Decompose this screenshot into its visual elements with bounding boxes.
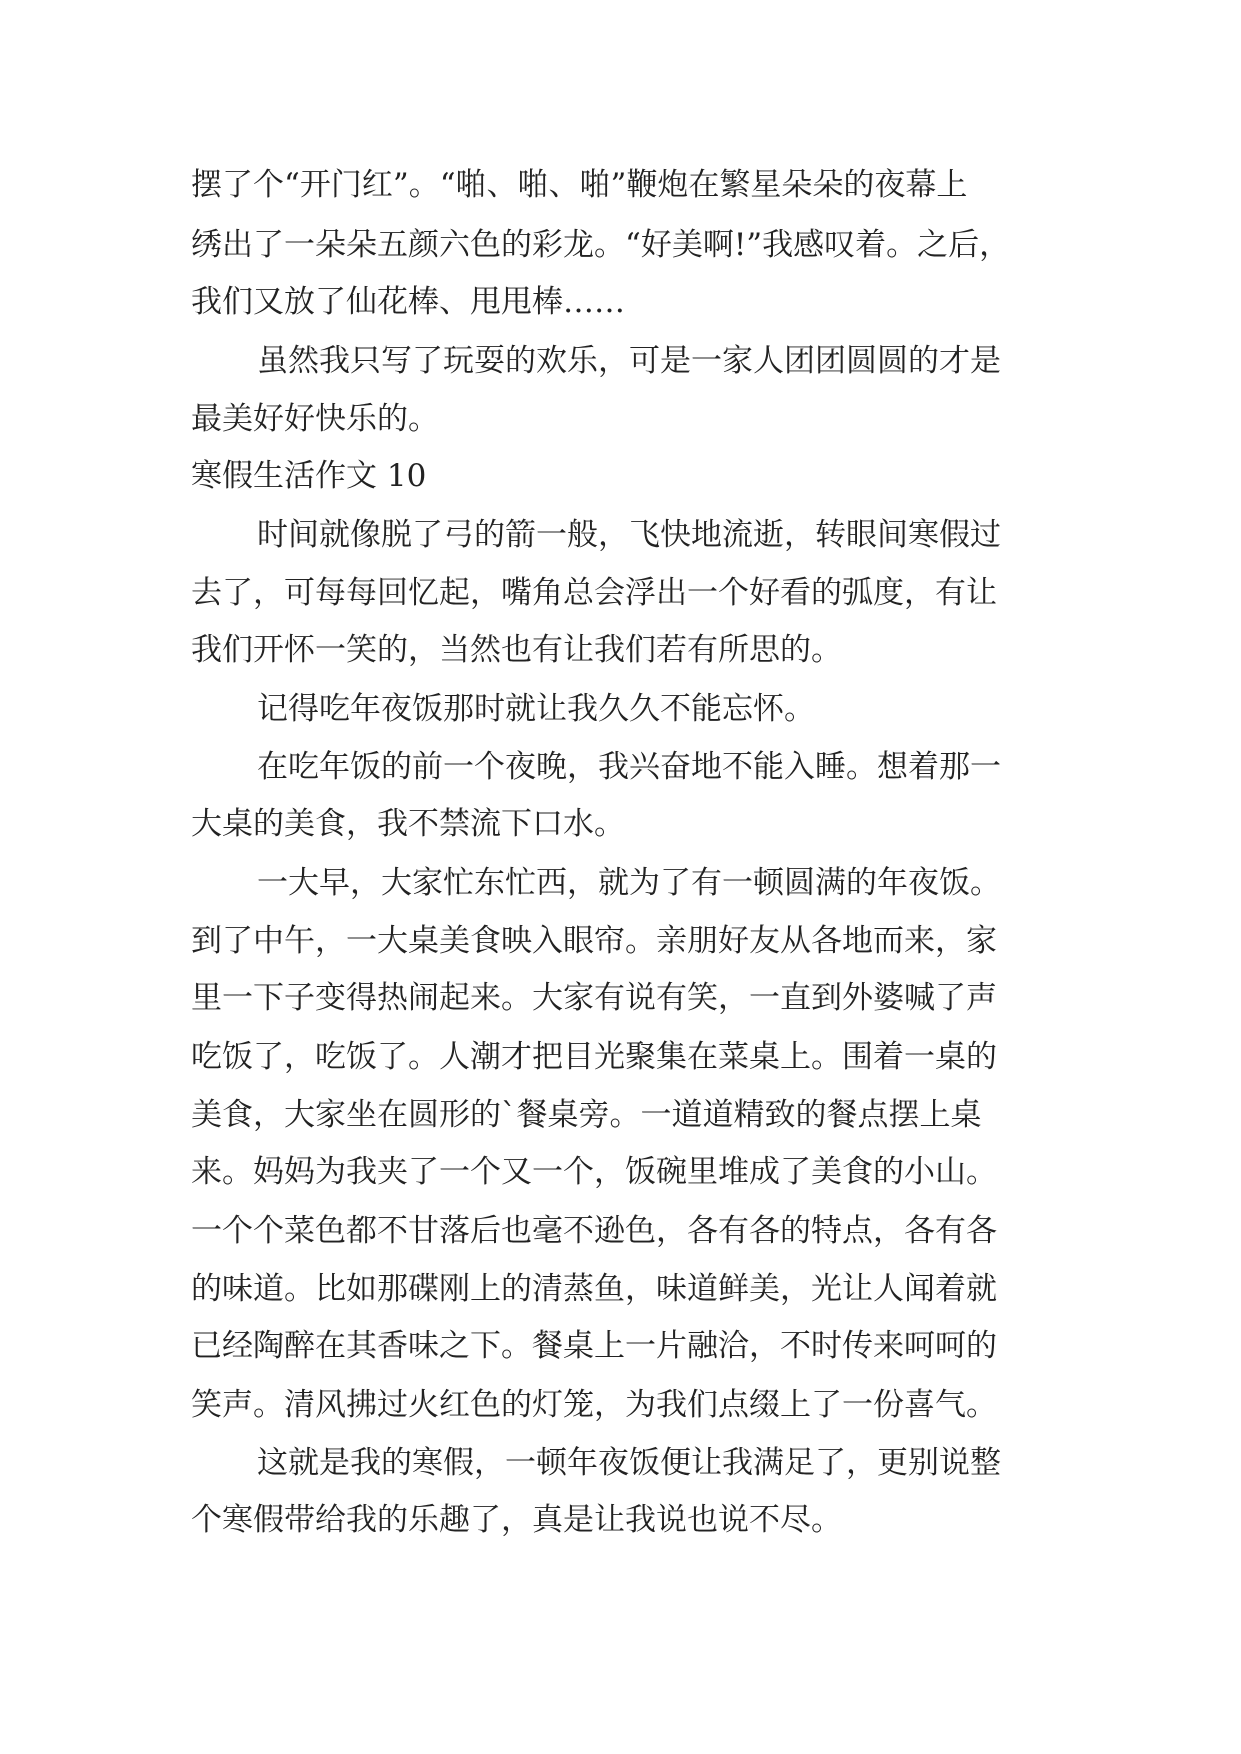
text-line: 去了，可每每回忆起，嘴角总会浮出一个好看的弧度，有让 [191, 575, 997, 611]
text-line: 一个个菜色都不甘落后也毫不逊色，各有各的特点，各有各 [191, 1213, 997, 1249]
text-line: 个寒假带给我的乐趣了，真是让我说也说不尽。 [191, 1502, 842, 1538]
text-line: 美食，大家坐在圆形的`餐桌旁。一道道精致的餐点摆上桌 [191, 1097, 982, 1133]
text-line: 里一下子变得热闹起来。大家有说有笑，一直到外婆喊了声 [191, 980, 997, 1016]
text-line: 在吃年饭的前一个夜晚，我兴奋地不能入睡。想着那一 [257, 749, 1001, 785]
text-line: 笑声。清风拂过火红色的灯笼，为我们点缀上了一份喜气。 [191, 1387, 997, 1423]
text-line: 这就是我的寒假，一顿年夜饭便让我满足了，更别说整 [257, 1445, 1001, 1481]
text-line: 时间就像脱了弓的箭一般，飞快地流逝，转眼间寒假过 [257, 517, 1001, 553]
text-line: 大桌的美食，我不禁流下口水。 [191, 806, 625, 842]
text-line: 记得吃年夜饭那时就让我久久不能忘怀。 [257, 691, 815, 727]
text-line: 来。妈妈为我夹了一个又一个，饭碗里堆成了美食的小山。 [191, 1154, 997, 1190]
text-line: 一大早，大家忙东忙西，就为了有一顿圆满的年夜饭。 [257, 865, 1001, 901]
text-line: 摆了个“开门红”。“啪、啪、啪”鞭炮在繁星朵朵的夜幕上 [191, 167, 968, 203]
text-line: 的味道。比如那碟刚上的清蒸鱼，味道鲜美，光让人闻着就 [191, 1271, 997, 1307]
text-line: 吃饭了，吃饭了。人潮才把目光聚集在菜桌上。围着一桌的 [191, 1039, 997, 1075]
text-line: 已经陶醉在其香味之下。餐桌上一片融洽，不时传来呵呵的 [191, 1328, 997, 1364]
text-line: 虽然我只写了玩耍的欢乐，可是一家人团团圆圆的才是 [257, 343, 1001, 379]
text-line: 最美好好快乐的。 [191, 401, 439, 437]
text-line: 我们又放了仙花棒、甩甩棒…… [191, 284, 625, 320]
section-heading: 寒假生活作文 10 [191, 458, 427, 494]
text-line: 到了中午，一大桌美食映入眼帘。亲朋好友从各地而来，家 [191, 923, 997, 959]
text-line: 我们开怀一笑的，当然也有让我们若有所思的。 [191, 632, 842, 668]
text-line: 绣出了一朵朵五颜六色的彩龙。“好美啊!”我感叹着。之后， [191, 227, 1011, 263]
